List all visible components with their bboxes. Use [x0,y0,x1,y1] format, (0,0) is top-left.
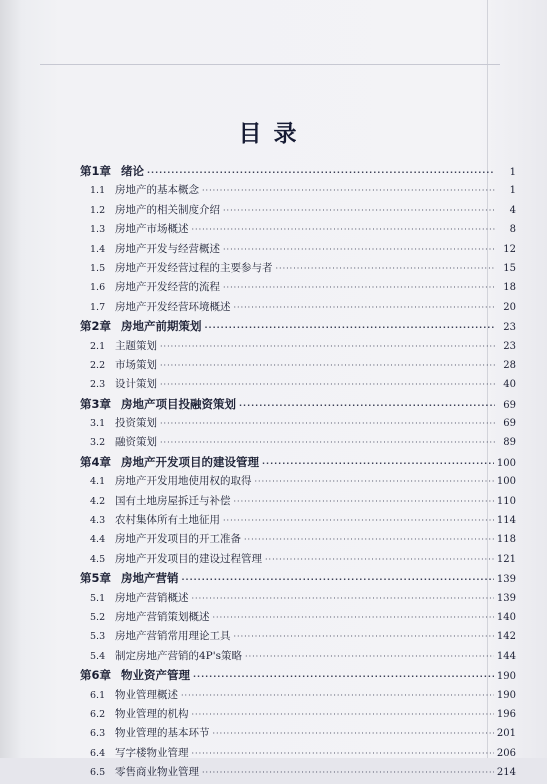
section-title: 农村集体所有土地征用 [115,514,220,527]
section-number: 3.1 [90,418,106,430]
page-number: 1 [509,167,516,178]
section-title: 投资策划 [115,417,157,430]
chapter-title: 房地产前期策划 [121,319,202,334]
section-number: 4.2 [90,495,106,507]
chapter-number: 第2章 [80,319,112,334]
section-number: 1.2 [90,204,106,216]
section-title: 房地产营销策划概述 [115,610,210,623]
chapter-title: 房地产开发项目的建设管理 [121,454,260,469]
section-number: 1.4 [90,243,106,255]
toc-section-entry[interactable] [80,609,516,628]
page-title: 目录 [238,121,309,148]
chapter-number: 第5章 [80,571,112,586]
page-number: 100 [496,457,516,469]
toc-section-entry[interactable] [80,493,516,512]
toc-section-entry[interactable] [80,299,516,318]
dot-leader [192,710,494,719]
section-title: 设计策划 [115,378,157,391]
section-number: 6.3 [90,728,106,740]
section-title: 房地产开发项目的开工准备 [115,533,241,546]
toc-section-entry[interactable] [80,531,516,550]
page-number: 28 [503,359,516,371]
dot-leader [193,672,494,681]
section-title: 房地产营销常用理论工具 [115,630,231,643]
dot-leader [265,555,494,564]
page-number: 18 [503,282,516,294]
page-number: 20 [503,301,516,313]
dot-leader [205,323,495,332]
section-number: 6.5 [90,767,106,779]
dot-leader [160,419,495,428]
toc-section-entry[interactable] [80,202,516,221]
section-number: 5.2 [90,611,106,623]
dot-leader [223,245,495,254]
toc-section-entry[interactable] [80,551,516,570]
dot-leader [223,516,494,525]
toc-section-entry[interactable] [80,512,516,531]
toc-section-entry[interactable] [80,338,516,357]
table-of-contents [80,163,516,784]
section-title: 房地产开发与经营概述 [115,242,220,255]
section-title: 零售商业物业管理 [115,766,199,779]
dot-leader [160,342,495,351]
section-title: 制定房地产营销的4P's策略 [115,649,243,662]
toc-chapter-entry[interactable] [80,318,516,337]
section-number: 5.1 [90,592,106,604]
section-number: 1.3 [90,224,106,236]
page-number: 121 [496,553,516,565]
page-number: 4 [509,204,516,216]
toc-section-entry[interactable] [80,241,516,260]
page-number: 23 [503,322,516,334]
page-number: 214 [496,767,516,779]
toc-chapter-entry[interactable] [80,667,516,686]
dot-leader [244,535,494,544]
dot-leader [147,168,495,177]
toc-chapter-entry[interactable] [80,396,516,415]
chapter-number: 第3章 [80,396,112,411]
section-title: 市场策划 [115,358,157,371]
section-title: 房地产市场概述 [115,223,189,236]
section-number: 4.1 [90,476,106,488]
page-number: 142 [496,631,516,643]
toc-section-entry[interactable] [80,590,516,609]
header-rule [40,64,500,65]
toc-chapter-entry[interactable] [80,163,516,182]
section-title: 房地产开发用地使用权的取得 [115,475,252,488]
chapter-number: 第6章 [80,668,112,683]
dot-leader [276,264,496,273]
page-number: 190 [496,689,516,701]
toc-section-entry[interactable] [80,687,516,706]
toc-section-entry[interactable] [80,745,516,764]
page-number: 12 [503,243,516,255]
toc-section-entry[interactable] [80,725,516,744]
section-number: 1.1 [90,185,106,197]
section-title: 物业管理的机构 [115,707,189,720]
dot-leader [234,303,496,312]
toc-chapter-entry[interactable] [80,570,516,589]
section-title: 房地产的基本概念 [115,184,199,197]
page-number: 196 [496,708,516,720]
page-number: 69 [503,399,516,411]
section-title: 物业管理的基本环节 [115,727,210,740]
toc-section-entry[interactable] [80,648,516,667]
dot-leader [213,729,494,738]
section-number: 4.3 [90,515,106,527]
dot-leader [192,594,494,603]
page-number: 15 [503,262,516,274]
dot-leader [213,613,494,622]
section-number: 6.2 [90,708,106,720]
page-number: 89 [503,437,516,449]
section-title: 写字楼物业管理 [115,746,189,759]
section-title: 房地产开发经营过程的主要参与者 [115,261,273,274]
dot-leader [223,206,495,215]
page-number: 201 [496,728,516,740]
page-number: 140 [496,611,516,623]
section-number: 6.4 [90,747,106,759]
dot-leader [234,497,494,506]
dot-leader [181,691,494,700]
page-number: 144 [496,650,516,662]
chapter-title: 房地产营销 [121,571,179,586]
section-title: 房地产营销概述 [115,591,189,604]
dot-leader [160,380,495,389]
toc-section-entry[interactable] [80,628,516,647]
page-number: 139 [496,592,516,604]
toc-section-entry[interactable] [80,473,516,492]
dot-leader [223,283,495,292]
section-title: 融资策划 [115,436,157,449]
section-number: 5.4 [90,650,106,662]
dot-leader [160,361,495,370]
page-number: 139 [496,574,516,586]
toc-section-entry[interactable] [80,434,516,453]
toc-section-entry[interactable] [80,706,516,725]
section-number: 2.1 [90,340,106,352]
chapter-title: 绪论 [121,164,145,178]
dot-leader [202,186,495,195]
section-number: 4.4 [90,534,106,546]
section-title: 物业管理概述 [115,688,178,701]
chapter-title: 房地产项目投融资策划 [121,396,237,411]
dot-leader [202,768,494,777]
page-number: 190 [496,671,516,683]
page-number: 110 [496,495,516,507]
section-title: 房地产开发项目的建设过程管理 [115,552,262,565]
section-title: 房地产的相关制度介绍 [115,203,220,216]
section-number: 5.3 [90,631,106,643]
dot-leader [234,632,494,641]
toc-section-entry[interactable] [80,260,516,279]
page-number: 40 [503,379,516,391]
dot-leader [160,438,495,447]
section-number: 1.5 [90,262,106,274]
toc-section-entry[interactable] [80,279,516,298]
chapter-title: 物业资产管理 [121,668,191,683]
section-title: 房地产开发经营环境概述 [115,300,231,313]
dot-leader [182,575,494,584]
section-number: 1.6 [90,282,106,294]
section-number: 4.5 [90,553,106,565]
page-number: 100 [496,476,516,488]
toc-section-entry[interactable] [80,357,516,376]
dot-leader [245,652,494,661]
toc-chapter-entry[interactable] [80,454,516,473]
page-number: 1 [509,185,516,197]
section-title: 国有土地房屋拆迁与补偿 [115,494,231,507]
chapter-number: 第1章 [80,164,112,178]
dot-leader [192,749,494,758]
page-number: 69 [503,418,516,430]
section-number: 6.1 [90,689,106,701]
dot-leader [255,477,494,486]
toc-section-entry[interactable] [80,221,516,240]
section-number: 1.7 [90,301,106,313]
page-number: 8 [509,224,516,236]
section-title: 主题策划 [115,339,157,352]
section-title: 房地产开发经营的流程 [115,281,220,294]
toc-section-entry[interactable] [80,182,516,201]
page-number: 23 [503,340,516,352]
section-number: 2.3 [90,379,106,391]
toc-section-entry[interactable] [80,415,516,434]
dot-leader [239,401,495,410]
dot-leader [262,459,494,468]
dot-leader [192,225,496,234]
section-number: 3.2 [90,437,106,449]
page-number: 114 [496,515,516,527]
page-number: 118 [496,534,516,546]
toc-section-entry[interactable] [80,764,516,783]
chapter-number: 第4章 [80,454,112,469]
page-number: 206 [496,747,516,759]
section-number: 2.2 [90,359,106,371]
toc-section-entry[interactable] [80,376,516,395]
